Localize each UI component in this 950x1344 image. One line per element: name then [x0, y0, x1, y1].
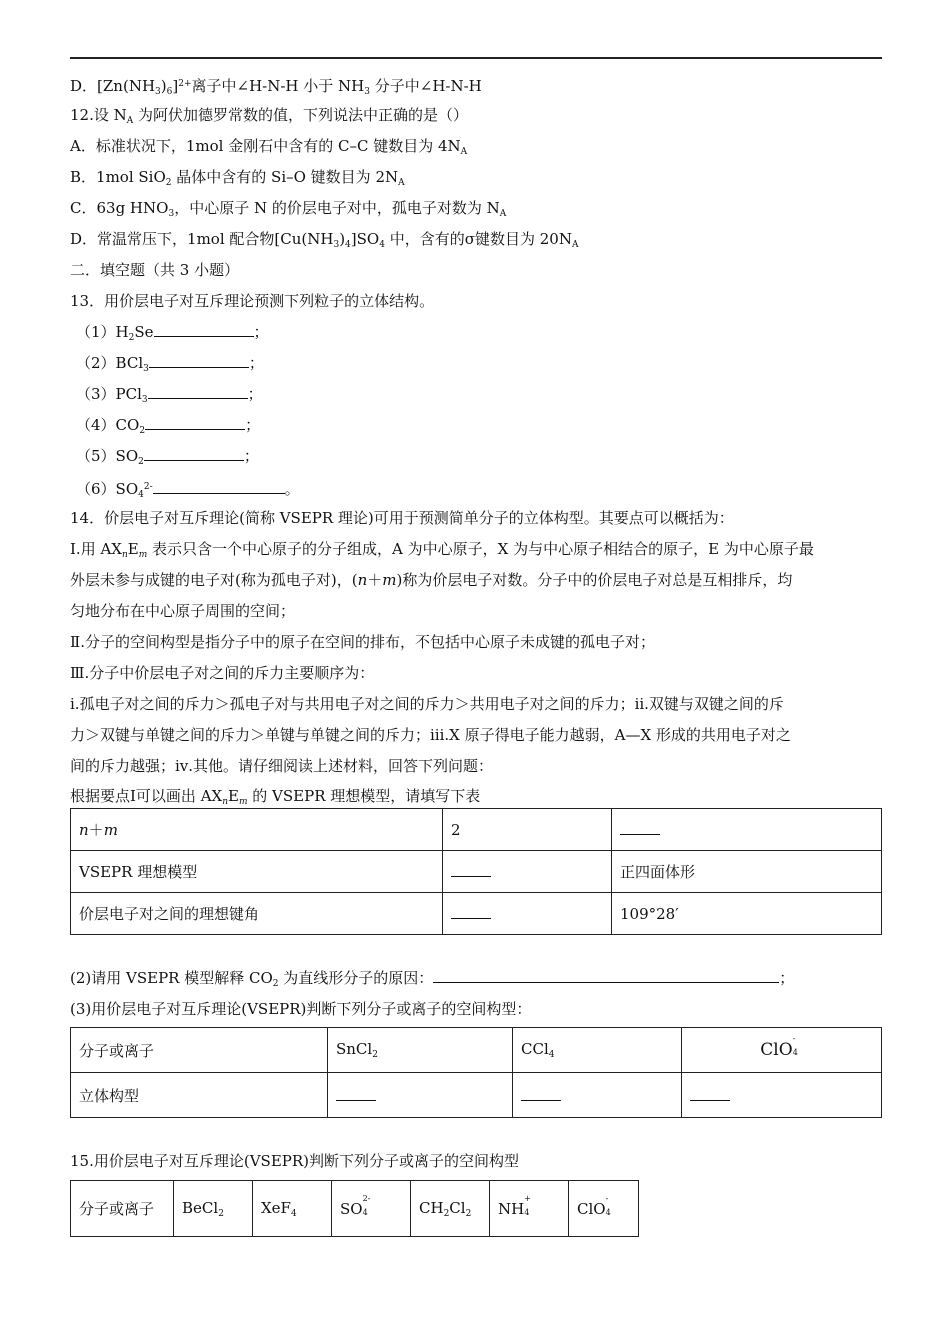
- cell-nh4: NH + 4: [490, 1181, 569, 1237]
- q13-item-4: $(4)CO_2$ ；: [76, 416, 261, 436]
- q12-option-b: B．1mol SiO$_2$ 晶体中含有的 Si–O 键数目为 $2N_A$: [70, 168, 405, 188]
- q14-order-line2: 力＞双键与单键之间的斥力＞单键与单键之间的斥力；ⅲ.X 原子得电子能力越弱，A—X 形成的共用电子对之: [70, 726, 791, 744]
- cell-sncl2: SnCl$_2$: [328, 1028, 513, 1073]
- q13-item-5: $(5)SO_2$ ；: [76, 447, 259, 467]
- cell-blank[interactable]: [513, 1073, 682, 1118]
- q12-stem: 12.设 $N_A$ 为阿伏加德罗常数的值，下列说法中正确的是（）: [70, 106, 469, 126]
- q14-point1-line3: 匀地分布在中心原子周围的空间；: [70, 602, 296, 620]
- cell-n-plus-m: n＋m: [71, 809, 443, 851]
- header-rule: [70, 57, 882, 59]
- q14-table-intro: 根据要点Ⅰ可以画出 $AX_nE_m$ 的 VSEPR 理想模型，请填写下表: [70, 787, 481, 807]
- section-heading: 二．填空题（共 3 小题）: [70, 261, 240, 279]
- q14-part2: (2)请用 VSEPR 模型解释 $CO_2$ 为直线形分子的原因： ；: [70, 969, 795, 989]
- cell-value-2: 2: [443, 809, 612, 851]
- q12-option-a: A．标准状况下，1mol 金刚石中含有的 C–C 键数目为 $4N_A$: [70, 137, 468, 157]
- cell-blank[interactable]: [682, 1073, 882, 1118]
- vsepr-model-table: [70, 808, 882, 935]
- q13-item-3: （3）PCl$_3$ ；: [76, 385, 263, 405]
- q14-part3: (3)用价层电子对互斥理论(VSEPR)判断下列分子或离子的空间构型：: [70, 1000, 532, 1018]
- q14-order-line3: 间的斥力越强；ⅳ.其他。请仔细阅读上述材料，回答下列问题：: [70, 757, 494, 775]
- cell-label: 分子或离子: [71, 1181, 174, 1237]
- q14-point1-line2: 外层未参与成键的电子对(称为孤电子对)，(n＋m)称为价层电子对数。分子中的价层电子对总是互相排斥，均: [70, 571, 793, 589]
- q13-item-6: $(6)SO_4^{2-}$ 。: [76, 480, 300, 500]
- cell-blank[interactable]: [443, 893, 612, 935]
- q13-item-2: （2）BCl$_3$ ；: [76, 354, 264, 374]
- q12-option-c: C．63g $HNO_3$，中心原子 N 的价层电子对中，孤电子对数为 $N_A$: [70, 199, 507, 219]
- shape-table: [70, 1027, 882, 1118]
- cell-ch2cl2: $CH_2Cl_2$: [411, 1181, 490, 1237]
- cell-value: 109°28′: [612, 893, 882, 935]
- cell-blank[interactable]: [443, 851, 612, 893]
- cell-label: 立体构型: [71, 1073, 328, 1118]
- cell-label: VSEPR 理想模型: [71, 851, 443, 893]
- q13-item-1: $(1)H_2Se$ ；: [76, 323, 269, 343]
- q14-stem: 14．价层电子对互斥理论(简称 VSEPR 理论)可用于预测简单分子的立体构型。其要点可以概括为：: [70, 509, 734, 527]
- cell-clo4: ClO - 4: [569, 1181, 639, 1237]
- cell-label: 分子或离子: [71, 1028, 328, 1073]
- q12-option-d: D．常温常压下，1mol 配合物$[Cu(NH_3)_4]SO_4$ 中，含有的σ键数目为 $20N_A$: [70, 230, 579, 250]
- cell-value: 正四面体形: [612, 851, 882, 893]
- q14-point1-line1: Ⅰ.用 $AX_nE_m$ 表示只含一个中心原子的分子组成，A 为中心原子，X 为与中心原子相结合的原子，E 为中心原子最: [70, 540, 814, 560]
- cell-blank[interactable]: [612, 809, 882, 851]
- cell-becl2: BeCl$_2$: [174, 1181, 253, 1237]
- cell-so4: SO 2- 4: [332, 1181, 411, 1237]
- q15-stem: 15.用价层电子对互斥理论(VSEPR)判断下列分子或离子的空间构型: [70, 1152, 520, 1170]
- q14-order-line1: i.孤电子对之间的斥力＞孤电子对与共用电子对之间的斥力＞共用电子对之间的斥力；ⅱ.双键与双键之间的斥: [70, 695, 784, 713]
- q15-table: [70, 1180, 639, 1237]
- q11-option-d: D．$[Zn(NH_3)_6]^{2+}$离子中∠H-N-H 小于 $NH_3$ 分子中∠H-N-H: [70, 77, 482, 97]
- cell-xef4: XeF$_4$: [253, 1181, 332, 1237]
- q14-point2: Ⅱ.分子的空间构型是指分子中的原子在空间的排布，不包括中心原子未成键的孤电子对；: [70, 633, 655, 651]
- cell-clo4: ClO - 4: [682, 1028, 882, 1073]
- q14-point3: Ⅲ.分子中价层电子对之间的斥力主要顺序为：: [70, 664, 375, 682]
- q13-stem: 13．用价层电子对互斥理论预测下列粒子的立体结构。: [70, 292, 435, 310]
- cell-label: 价层电子对之间的理想键角: [71, 893, 443, 935]
- cell-ccl4: CCl$_4$: [513, 1028, 682, 1073]
- cell-blank[interactable]: [328, 1073, 513, 1118]
